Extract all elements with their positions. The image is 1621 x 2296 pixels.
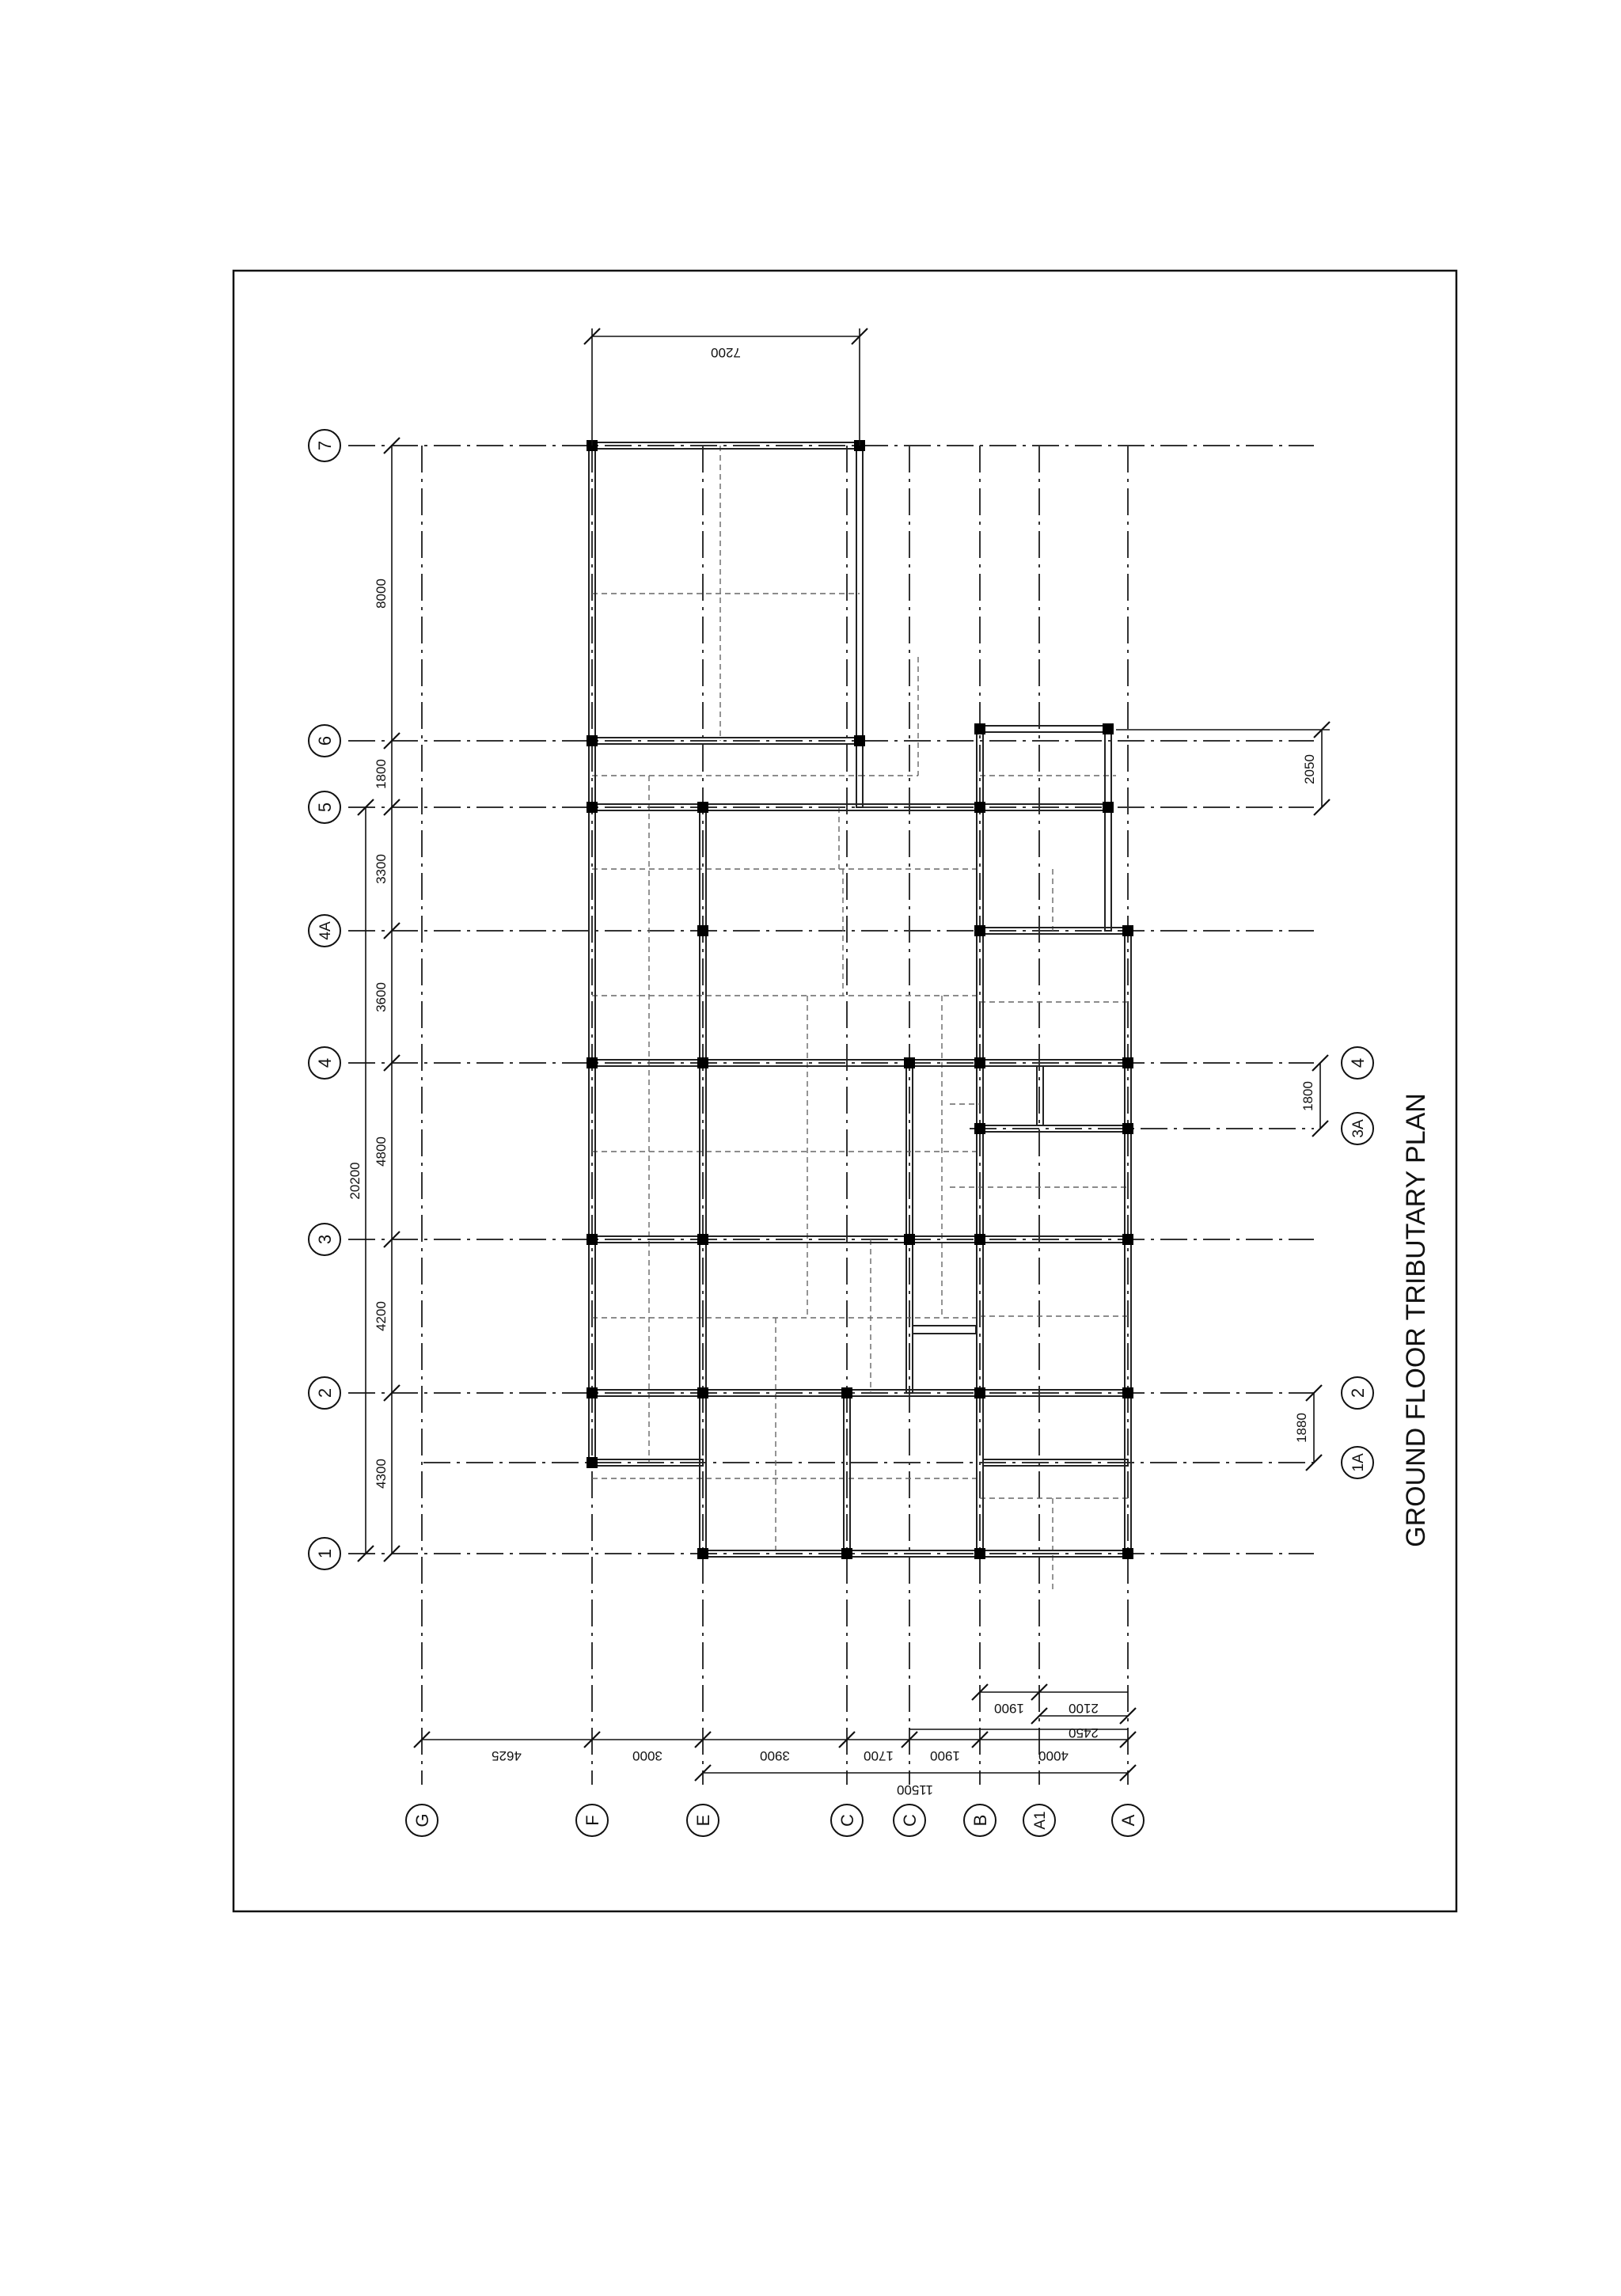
dim-5-6: 1800 [374, 759, 389, 789]
drawing-title: GROUND FLOOR TRIBUTARY PLAN [1401, 1093, 1431, 1547]
grid-bubble-C-second [894, 1805, 925, 1836]
dim-3A-4: 1800 [1300, 1081, 1315, 1111]
grid-bubble-2-right [1342, 1377, 1373, 1409]
svg-text:7: 7 [315, 440, 335, 451]
lettered-grid-lines [422, 446, 1128, 1785]
dim-4-4A: 3600 [374, 982, 389, 1012]
right-dimensions [1116, 722, 1330, 1471]
svg-text:F: F [583, 1815, 602, 1826]
svg-text:2: 2 [1348, 1387, 1368, 1398]
svg-text:2: 2 [315, 1387, 335, 1398]
grid-bubble-A [1112, 1805, 1144, 1836]
svg-text:B: B [970, 1814, 990, 1827]
svg-text:E: E [693, 1814, 713, 1827]
grid-bubble-1A-right [1342, 1447, 1373, 1478]
grid-bubble-E [687, 1805, 719, 1836]
svg-text:C: C [837, 1814, 857, 1827]
numbered-grid-bubbles [309, 430, 340, 1569]
grid-bubble-4 [309, 1047, 340, 1079]
grid-bubble-4-right [1342, 1047, 1373, 1079]
dim-1-2: 4300 [374, 1459, 389, 1489]
beams [589, 442, 1131, 1557]
dim-5-6-right: 2050 [1302, 754, 1317, 784]
svg-text:5: 5 [315, 802, 335, 813]
grid-bubble-F [576, 1805, 608, 1836]
sheet-border [233, 271, 1456, 1911]
dim-B-A: 4000 [1038, 1748, 1069, 1763]
dim-C-B: 1900 [930, 1748, 960, 1763]
svg-text:4: 4 [1348, 1057, 1368, 1068]
dim-2-3: 4200 [374, 1301, 389, 1331]
grid-bubble-1 [309, 1538, 340, 1569]
dim-3-4: 4800 [374, 1137, 389, 1167]
grid-bubble-3 [309, 1224, 340, 1255]
grid-bubble-5 [309, 791, 340, 823]
svg-text:1: 1 [315, 1548, 335, 1559]
columns [587, 440, 1133, 1559]
grid-bubble-2 [309, 1377, 340, 1409]
svg-text:3A: 3A [1350, 1119, 1367, 1138]
dim-overall-width: 11500 [896, 1782, 934, 1797]
dim-4A-5: 3300 [374, 854, 389, 884]
bottom-dimension-chain [414, 1684, 1136, 1797]
grid-bubble-7 [309, 430, 340, 461]
svg-text:4A: 4A [317, 921, 334, 940]
dim-C-C: 1700 [864, 1748, 894, 1763]
top-dimension [584, 328, 867, 446]
grid-bubble-A1 [1023, 1805, 1055, 1836]
svg-text:3: 3 [315, 1234, 335, 1245]
svg-text:C: C [900, 1814, 920, 1827]
lettered-grid-bubbles [406, 1805, 1144, 1836]
grid-bubble-3A-right [1342, 1113, 1373, 1144]
dim-A1-A: 2100 [1069, 1701, 1099, 1716]
dim-1A-2: 1880 [1294, 1413, 1309, 1443]
grid-bubble-C-first [831, 1805, 863, 1836]
numbered-grid-lines [348, 446, 1314, 1554]
dim-top-width: 7200 [711, 345, 741, 360]
tributary-lines [592, 446, 1128, 1591]
dim-G-F: 4625 [492, 1748, 522, 1763]
grid-bubble-4A [309, 915, 340, 947]
svg-text:A1: A1 [1032, 1811, 1049, 1830]
grid-bubble-G [406, 1805, 438, 1836]
dim-F-E: 3000 [632, 1748, 662, 1763]
dim-6-7: 8000 [374, 579, 389, 609]
grid-bubble-B [964, 1805, 996, 1836]
svg-text:1A: 1A [1350, 1453, 1367, 1472]
svg-text:G: G [412, 1813, 432, 1827]
right-grid-bubbles [1342, 1047, 1373, 1478]
dim-C-A: 2450 [1069, 1725, 1099, 1740]
svg-text:6: 6 [315, 735, 335, 746]
svg-text:A: A [1118, 1814, 1138, 1827]
dim-B-A1: 1900 [994, 1701, 1024, 1716]
dim-E-C: 3900 [760, 1748, 790, 1763]
svg-text:4: 4 [315, 1057, 335, 1068]
grid-bubble-6 [309, 725, 340, 757]
dim-overall-length: 20200 [347, 1162, 363, 1200]
